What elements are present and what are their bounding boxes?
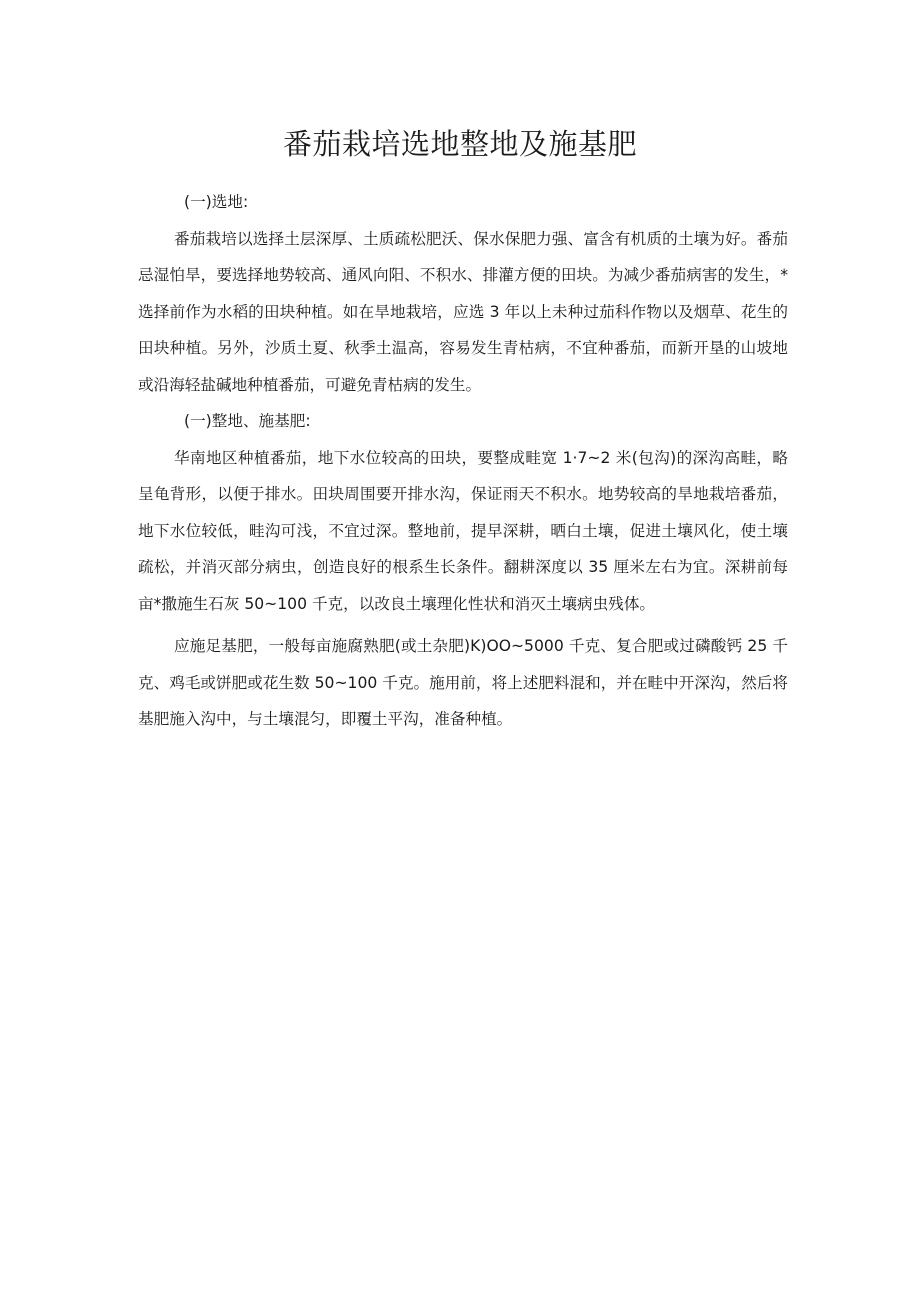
section-land-prep-fertilizer <box>138 403 788 738</box>
section-heading: (一)选地: <box>184 193 249 211</box>
paragraph: 番茄栽培以选择土层深厚、土质疏松肥沃、保水保肥力强、富含有机质的土壤为好。番茄忌湿怕旱，要选择地势较高、通风向阳、不积水、排灌方便的田块。为减少番茄病害的发生，*选择前作为水稻的田块种植。如在旱地栽培，应选 3 年以上未种过茄科作物以及烟草、花生的田块种植。另外，沙质土夏、秋季土温高，容易发生青枯病，不宜种番茄，而新开垦的山坡地或沿海轻盐碱地种植番茄，可避免青枯病的发生。 <box>138 229 788 394</box>
section-heading: (一)整地、施基肥: <box>184 412 311 430</box>
paragraph: 应施足基肥，一般每亩施腐熟肥(或土杂肥)K)OO~5000 千克、复合肥或过磷酸钙 25 千克、鸡毛或饼肥或花生数 50~100 千克。施用前，将上述肥料混和，并在畦中开深沟，然后将基肥施入沟中，与土壤混匀，即覆土平沟，准备种植。 <box>138 637 788 728</box>
document-body <box>138 184 788 738</box>
paragraph: 华南地区种植番茄，地下水位较高的田块，要整成畦宽 1·7~2 米(包沟)的深沟高畦，略呈龟背形，以便于排水。田块周围要开排水沟，保证雨天不积水。地势较高的旱地栽培番茄，地下水位较低，畦沟可浅，不宜过深。整地前，提早深耕，晒白土壤，促进土壤风化，使土壤疏松，并消灭部分病虫，创造良好的根系生长条件。翻耕深度以 35 厘米左右为宜。深耕前每亩*撒施生石灰 50~100 千克，以改良土壤理化性状和消灭土壤病虫残体。 <box>138 448 788 613</box>
document-title: 番茄栽培选地整地及施基肥 <box>282 127 637 161</box>
section-site-selection <box>138 184 788 403</box>
